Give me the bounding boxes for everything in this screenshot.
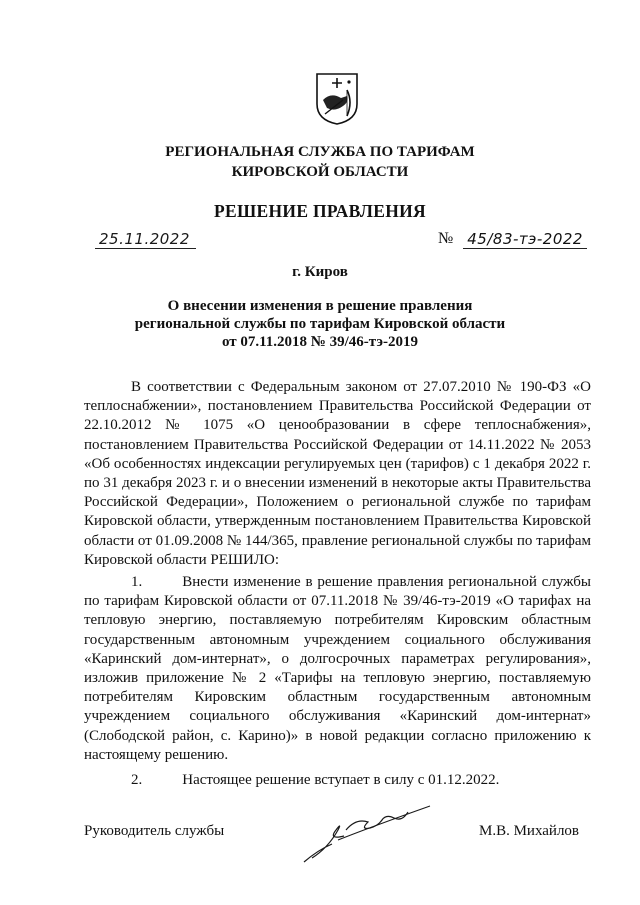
decision-item-2 [84, 771, 591, 790]
subject-line: О внесении изменения в решение правления [167, 298, 473, 314]
document-subject [0, 297, 640, 351]
handwritten-signature [298, 800, 438, 870]
item-text: Настоящее решение вступает в силу с 01.12.2022. [182, 772, 500, 788]
org-name-line1: РЕГИОНАЛЬНАЯ СЛУЖБА ПО ТАРИФАМ [165, 144, 475, 160]
signatory-position: Руководитель службы [84, 823, 225, 839]
item-text: Внести изменение в решение правления региональной службы по тарифам Кировской области от 07.11.2018 № 39/46-тэ-2019 «О тарифах на тепловую энергию, поставляемую потребителям Кировским областным государственным автономным учреждением социального обслуживания «Каринский дом-интернат», о долгосрочных параметрах регулирования», изложив приложение № 2 «Тарифы на тепловую энергию, поставляемую потребителям Кировским областным государственным автономным учреждением социального обслуживания «Каринский дом-интернат» (Слободской район, с. Карино)» в новой редакции согласно приложению к настоящему решению. [84, 574, 591, 763]
document-type-title: РЕШЕНИЕ ПРАВЛЕНИЯ [214, 201, 426, 221]
org-name-line2: КИРОВСКОЙ ОБЛАСТИ [231, 164, 409, 180]
signatory-name: М.В. Михайлов [479, 823, 580, 839]
item-number: 2. [131, 772, 143, 788]
item-number: 1. [131, 574, 143, 590]
coat-of-arms-icon [313, 70, 361, 126]
decision-item-1 [84, 573, 591, 765]
document-number-value: 45/83-тэ-2022 [463, 230, 587, 249]
document-number [438, 230, 587, 249]
number-sign: № [438, 230, 454, 247]
preamble-paragraph: В соответствии с Федеральным законом от 27.07.2010 № 190-ФЗ «О теплоснабжении», постановлением Правительства Российской Федерации от 22.10.2012 № 1075 «О ценообразовании в сфере теплоснабжения», постановлением Правительства Российской Федерации от 14.11.2022 № 2053 «Об особенностях индексации регулируемых цен (тарифов) с 1 декабря 2022 г. по 31 декабря 2023 г. и о внесении изменений в некоторые акты Правительства Российской Федерации», Положением о региональной службе по тарифам Кировской области, утвержденным постановлением Правительства Кировской области от 01.09.2008 № 144/365, правление региональной службы по тарифам Кировской области РЕШИЛО: [84, 379, 591, 568]
subject-line: региональной службы по тарифам Кировской области [134, 316, 506, 332]
document-date: 25.11.2022 [95, 230, 196, 249]
subject-line: от 07.11.2018 № 39/46-тэ-2019 [221, 334, 419, 350]
city-line: г. Киров [292, 264, 348, 280]
